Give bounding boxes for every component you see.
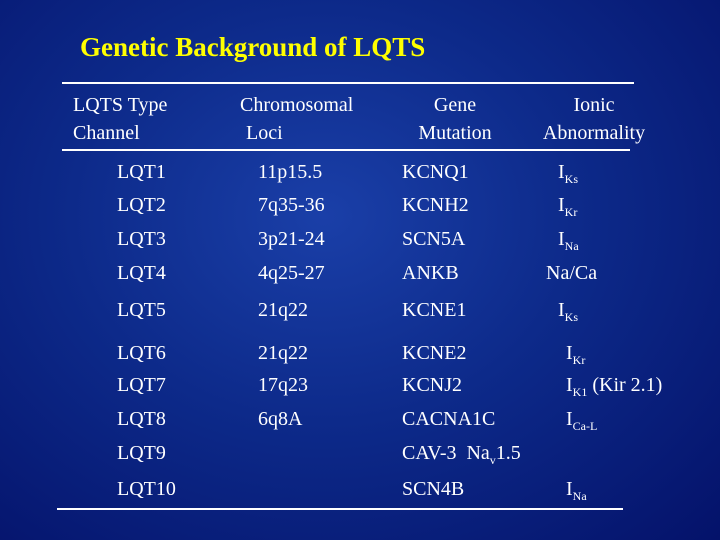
row-lqt10-gene: SCN4B [402,478,465,500]
header-ionic-abnormality-line2: Abnormality [542,122,646,144]
row-lqt4-ionic: Na/Ca [546,262,598,284]
row-lqt2-loci: 7q35-36 [258,194,325,216]
row-lqt4-gene: ANKB [402,262,459,284]
row-lqt1-gene: KCNQ1 [402,161,469,183]
row-lqt6-gene: KCNE2 [402,342,467,364]
row-lqt5-ionic [558,298,578,322]
gene-main: CAV-3 Na [402,442,490,464]
ionic-subscript: Ks [564,310,579,324]
header-lqts-type [73,91,167,147]
ionic-subscript: Na [564,239,579,253]
header-chromosomal-loci-line1: Chromosomal [240,94,354,116]
header-lqts-type-line1: LQTS Type [73,94,168,116]
header-gene-mutation [408,91,502,147]
ionic-subscript: Kr [564,205,578,219]
row-lqt6-ionic [566,341,585,365]
row-lqt2-type: LQT2 [117,194,166,216]
row-lqt6-type: LQT6 [117,342,166,364]
row-lqt2-ionic [558,193,577,217]
row-lqt8-gene: CACNA1C [402,408,496,430]
row-lqt1-type: LQT1 [117,161,166,183]
ionic-subscript: Kr [572,353,586,367]
row-lqt8-ionic [566,407,597,431]
header-chromosomal-loci-line2: Loci [246,122,283,144]
ionic-main: I [558,161,565,183]
row-lqt4-loci: 4q25-27 [258,262,325,284]
row-lqt10-type: LQT10 [117,478,176,500]
header-ionic-abnormality [528,91,660,147]
header-bottom-divider [62,149,630,151]
row-lqt8-type: LQT8 [117,408,166,430]
row-lqt10-ionic [566,477,587,501]
gene-tail: 1.5 [495,442,521,464]
row-lqt7-loci: 17q23 [258,374,308,396]
header-gene-mutation-line1: Gene [433,94,477,116]
ionic-subscript: K1 [572,385,588,399]
header-top-divider [62,82,634,84]
row-lqt5-gene: KCNE1 [402,299,467,321]
ionic-subscript: Na [572,489,587,503]
row-lqt8-loci: 6q8A [258,408,303,430]
slide-title: Genetic Background of LQTS [80,32,426,62]
ionic-subscript: Ca-L [572,419,598,433]
ionic-main: I [558,299,565,321]
row-lqt6-loci: 21q22 [258,342,308,364]
row-lqt1-ionic [558,160,578,184]
header-chromosomal-loci [240,91,353,147]
ionic-main: I [566,408,573,430]
row-lqt4-type: LQT4 [117,262,166,284]
ionic-main: I [566,478,573,500]
ionic-main: I [566,342,573,364]
row-lqt7-type: LQT7 [117,374,166,396]
gene-subscript: v [489,453,496,467]
ionic-tail: (Kir 2.1) [587,374,663,396]
header-lqts-type-line2: Channel [73,122,140,144]
row-lqt7-gene: KCNJ2 [402,374,463,396]
row-lqt9-gene [402,441,521,465]
table-bottom-divider [57,508,623,510]
row-lqt5-type: LQT5 [117,299,166,321]
row-lqt3-loci: 3p21-24 [258,228,325,250]
ionic-main: I [566,374,573,396]
row-lqt3-ionic [558,227,579,251]
ionic-subscript: Ks [564,172,579,186]
row-lqt3-type: LQT3 [117,228,166,250]
row-lqt7-ionic [566,373,662,397]
row-lqt2-gene: KCNH2 [402,194,469,216]
row-lqt1-loci: 11p15.5 [258,161,323,183]
row-lqt5-loci: 21q22 [258,299,308,321]
ionic-main: I [558,228,565,250]
header-gene-mutation-line2: Mutation [418,122,492,144]
ionic-main: I [558,194,565,216]
row-lqt3-gene: SCN5A [402,228,466,250]
row-lqt9-type: LQT9 [117,442,166,464]
header-ionic-abnormality-line1: Ionic [573,94,615,116]
